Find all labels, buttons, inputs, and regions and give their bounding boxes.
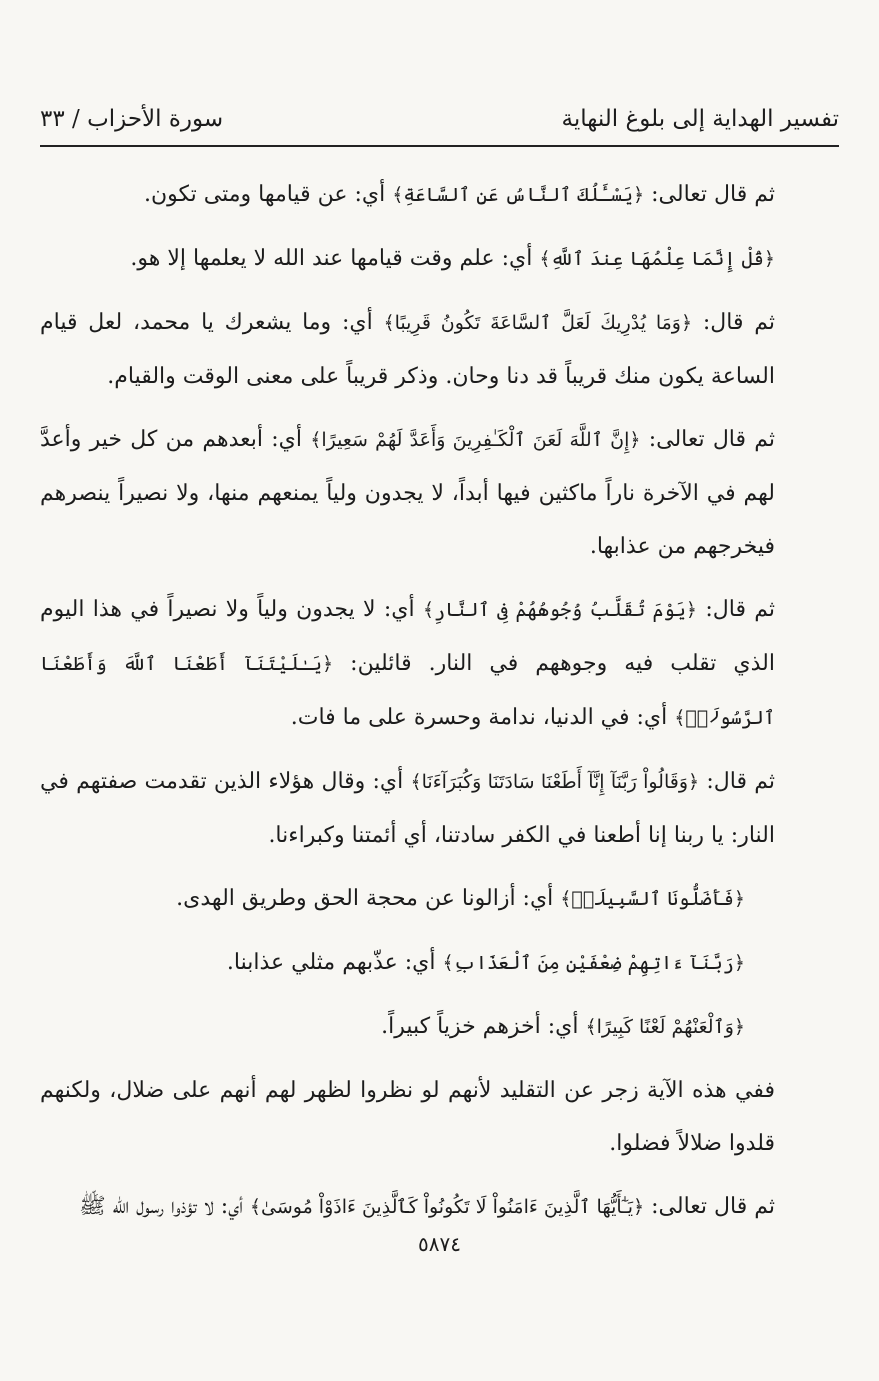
paragraph-6: ثم قال: ﴿وَقَالُواْ رَبَّنَآ إِنَّآ أَطَعْنَا سَادَتَنَا وَكُبَرَآءَنَا﴾ أي: وقال هؤلاء الذين تقدمت صفتهم في النار: يا ربنا إنا أطعنا في الكفر سادتنا، أي أئمتنا وكبراءنا.	[40, 769, 775, 848]
quran-verse: ﴿فَأَضَلُّونَا ٱلسَّبِيلَا۠﴾	[560, 888, 745, 910]
quran-verse: ﴿يَـٰلَيْتَنَآ أَطَعْنَا ٱللَّهَ وَأَطَعْنَا ٱلرَّسُولَا۠﴾	[40, 653, 775, 729]
book-title: تفسير الهداية إلى بلوغ النهاية	[561, 106, 839, 132]
quran-verse: ﴿رَبَّنَآ ءَاتِهِمْ ضِعْفَيْنِ مِنَ ٱلْعَذَابِ﴾	[442, 952, 745, 974]
paragraph-10: ففي هذه الآية زجر عن التقليد لأنهم لو نظروا لظهر لهم أنهم على ضلال، ولكنهم قلدوا ضلالاً فضلوا.	[40, 1078, 775, 1156]
quran-verse: ﴿يَـٰٓأَيُّهَا ٱلَّذِينَ ءَامَنُواْ لَا تَكُونُواْ كَٱلَّذِينَ ءَاذَوْاْ مُوسَىٰ﴾	[249, 1196, 645, 1218]
paragraph-5: ثم قال: ﴿يَوْمَ تُقَلَّبُ وُجُوهُهُمْ فِى ٱلنَّارِ﴾ أي: لا يجدون ولياً ولا نصيراً في هذا اليوم الذي تقلب فيه وجوههم في النار. قائلين: ﴿يَـٰلَيْتَنَآ أَطَعْنَا ٱللَّهَ وَأَطَعْنَا ٱلرَّسُولَا۠﴾ أي: في الدنيا، ندامة وحسرة على ما فات.	[40, 597, 775, 730]
quran-verse: ﴿إِنَّ ٱللَّهَ لَعَنَ ٱلْكَـٰفِرِينَ وَأَعَدَّ لَهُمْ سَعِيرًا﴾	[310, 429, 641, 451]
tafsir-body	[40, 168, 775, 1244]
surah-reference: سورة الأحزاب / ٣٣	[40, 106, 224, 132]
header-rule	[40, 145, 839, 147]
running-header	[40, 96, 839, 142]
paragraph-8: ﴿رَبَّنَآ ءَاتِهِمْ ضِعْفَيْنِ مِنَ ٱلْعَذَابِ﴾ أي: عذّبهم مثلي عذابنا.	[226, 950, 745, 975]
paragraph-2: ﴿قُلْ إِنَّمَا عِلْمُهَا عِندَ ٱللَّهِ﴾ أي: علم وقت قيامها عند الله لا يعلمها إلا هو.	[130, 246, 775, 271]
paragraph-7: ﴿فَأَضَلُّونَا ٱلسَّبِيلَا۠﴾ أي: أزالونا عن محجة الحق وطريق الهدى.	[176, 886, 745, 911]
quran-verse: ﴿وَٱلْعَنْهُمْ لَعْنًا كَبِيرًا﴾	[585, 1016, 745, 1038]
paragraph-4: ثم قال تعالى: ﴿إِنَّ ٱللَّهَ لَعَنَ ٱلْكَـٰفِرِينَ وَأَعَدَّ لَهُمْ سَعِيرًا﴾ أي: أبعدهم من كل خير وأعدَّ لهم في الآخرة ناراً ماكثين فيها أبداً، لا يجدون ولياً يمنعهم منها، ولا نصيراً ينصرهم فيخرجهم من عذابها.	[40, 427, 776, 559]
quran-verse: ﴿قُلْ إِنَّمَا عِلْمُهَا عِندَ ٱللَّهِ﴾	[539, 248, 775, 270]
paragraph-1: ثم قال تعالى: ﴿يَسْـَٔلُكَ ٱلنَّاسُ عَنِ ٱلسَّاعَةِ﴾ أي: عن قيامها ومتى تكون.	[143, 182, 775, 207]
quran-verse: ﴿يَسْـَٔلُكَ ٱلنَّاسُ عَنِ ٱلسَّاعَةِ﴾	[392, 184, 645, 206]
paragraph-11: ثم قال تعالى: ﴿يَـٰٓأَيُّهَا ٱلَّذِينَ ءَامَنُواْ لَا تَكُونُواْ كَٱلَّذِينَ ءَاذَوْاْ مُوسَىٰ﴾ أي: لا تؤذوا رسول الله ﷺ	[79, 1194, 775, 1219]
quran-verse: ﴿وَمَا يُدْرِيكَ لَعَلَّ ٱلسَّاعَةَ تَكُونُ قَرِيبًا﴾	[383, 312, 693, 334]
quran-verse: ﴿وَقَالُواْ رَبَّنَآ إِنَّآ أَطَعْنَا سَادَتَنَا وَكُبَرَآءَنَا﴾	[410, 771, 700, 793]
page-number: ٥٨٧٤	[418, 1232, 461, 1256]
quran-verse: ﴿يَوْمَ تُقَلَّبُ وُجُوهُهُمْ فِى ٱلنَّارِ﴾	[422, 599, 698, 621]
paragraph-9: ﴿وَٱلْعَنْهُمْ لَعْنًا كَبِيرًا﴾ أي: أخزهم خزياً كبيراً.	[381, 1014, 745, 1039]
paragraph-3: ثم قال: ﴿وَمَا يُدْرِيكَ لَعَلَّ ٱلسَّاعَةَ تَكُونُ قَرِيبًا﴾ أي: وما يشعرك يا محمد، لعل قيام الساعة يكون منك قريباً قد دنا وحان. وذكر قريباً على معنى الوقت والقيام.	[40, 310, 775, 389]
